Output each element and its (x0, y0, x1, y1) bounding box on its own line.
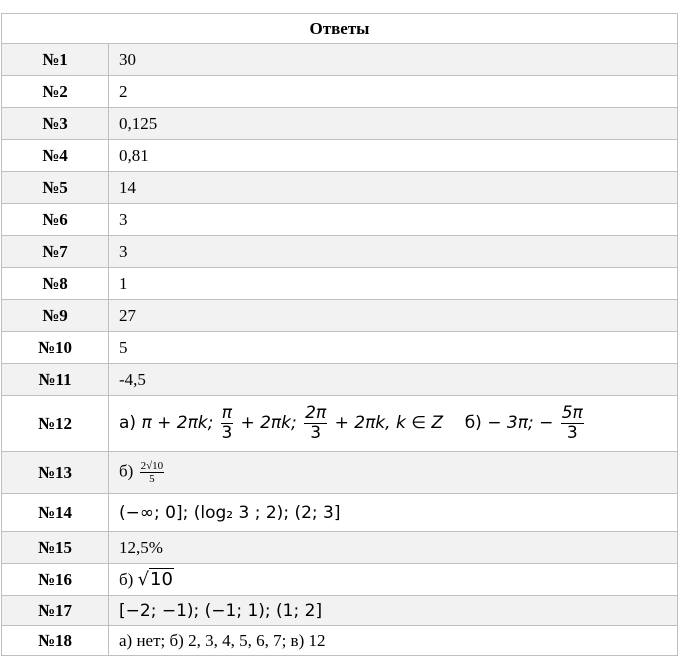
table-row (2, 626, 678, 656)
task-number: №17 (2, 596, 109, 626)
table-row (2, 108, 678, 140)
task-number: №6 (2, 204, 109, 236)
task-answer: 27 (109, 300, 678, 332)
task-number: №10 (2, 332, 109, 364)
part-b-label: б) (464, 413, 482, 434)
expr-b1: − 3π; − (487, 413, 554, 434)
answer-label: б) (119, 461, 134, 481)
task-answer-16 (109, 564, 678, 596)
task-number: №5 (2, 172, 109, 204)
task-answer: 12,5% (109, 532, 678, 564)
fraction: $\frac{2√10}{5}$ (140, 459, 164, 485)
fraction-b2: $\frac{5\pi}{3}$ (561, 403, 583, 443)
table-row (2, 268, 678, 300)
task-answer: 5 (109, 332, 678, 364)
task-answer: 14 (109, 172, 678, 204)
task-answer: 0,81 (109, 140, 678, 172)
task-answer-13 (109, 452, 678, 494)
task-number: №2 (2, 76, 109, 108)
table-title: Ответы (2, 14, 678, 44)
task-number: №8 (2, 268, 109, 300)
part-a-label: а) (119, 413, 137, 434)
task-number: №14 (2, 494, 109, 532)
expr-a1: π + 2πk; (141, 413, 214, 434)
task-answer: (−∞; 0]; (log₂ 3 ; 2); (2; 3] (109, 494, 678, 532)
answers-table (1, 13, 678, 656)
task-answer: 30 (109, 44, 678, 76)
task-answer: 0,125 (109, 108, 678, 140)
table-row (2, 172, 678, 204)
table-row (2, 332, 678, 364)
table-row (2, 364, 678, 396)
task-number: №9 (2, 300, 109, 332)
task-number: №16 (2, 564, 109, 596)
task-answer-12 (109, 396, 678, 452)
fraction-a2: $\frac{\pi}{3}$ (221, 403, 233, 443)
task-number: №11 (2, 364, 109, 396)
task-answer: [−2; −1); (−1; 1); (1; 2] (109, 596, 678, 626)
task-number: №15 (2, 532, 109, 564)
task-number: №12 (2, 396, 109, 452)
header-row (2, 14, 678, 44)
task-answer: 3 (109, 204, 678, 236)
sqrt-expression: √10 (137, 569, 173, 590)
task-number: №13 (2, 452, 109, 494)
answer-label: б) (119, 570, 134, 589)
expr-a3-tail: + 2πk, k ∈ Z (334, 413, 444, 434)
task-answer: 1 (109, 268, 678, 300)
task-answer: -4,5 (109, 364, 678, 396)
table-row (2, 236, 678, 268)
task-number: №18 (2, 626, 109, 656)
task-number: №4 (2, 140, 109, 172)
table-row (2, 494, 678, 532)
table-row (2, 452, 678, 494)
table-row (2, 44, 678, 76)
table-row (2, 564, 678, 596)
table-row (2, 204, 678, 236)
task-number: №7 (2, 236, 109, 268)
task-answer: а) нет; б) 2, 3, 4, 5, 6, 7; в) 12 (109, 626, 678, 656)
task-number: №3 (2, 108, 109, 140)
task-answer: 3 (109, 236, 678, 268)
table-row (2, 396, 678, 452)
table-row (2, 300, 678, 332)
table-row (2, 140, 678, 172)
fraction-a3: $\frac{2\pi}{3}$ (305, 403, 327, 443)
table-row (2, 76, 678, 108)
table-row (2, 532, 678, 564)
task-number: №1 (2, 44, 109, 76)
task-answer: 2 (109, 76, 678, 108)
expr-a2-tail: + 2πk; (240, 413, 297, 434)
table-row (2, 596, 678, 626)
